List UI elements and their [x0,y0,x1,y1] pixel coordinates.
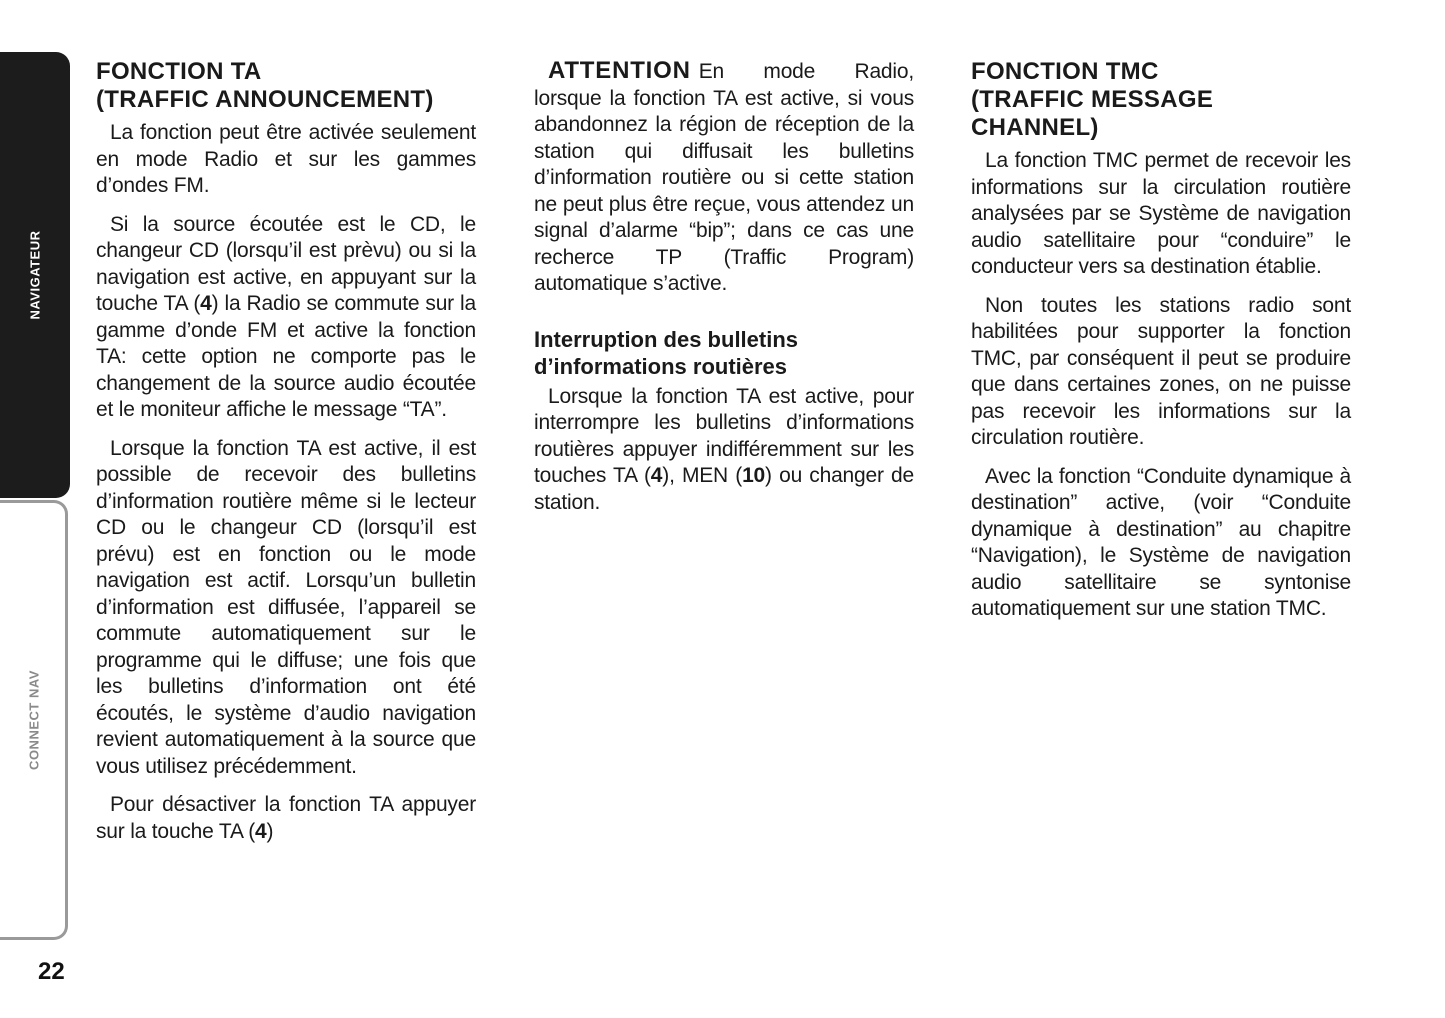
heading-line-2: (TRAFFIC MESSAGE [971,86,1214,113]
subheading-line-2: d’informations routières [534,353,788,379]
paragraph: La fonction TMC permet de recevoir les informations sur la circulation routière analysées par se Système de navigation audio satellitaire pour “conduire” le conducteur vers sa destination établie. [971,149,1351,278]
paragraph [534,384,914,517]
text-run: Si la source écoutée est le CD, le changeur CD (lorsqu’il est prèvu) ou si la navigation est active, en appuyant sur la touche TA ( [96,212,476,315]
attention-note [534,58,914,298]
text-run: ) ou changer de station. [534,464,914,514]
heading-line-2: (TRAFFIC ANNOUNCEMENT) [96,86,434,113]
heading-line-1: FONCTION TMC [971,58,1159,85]
section-tab-connect-nav-label: CONNECT NAV [26,670,42,770]
paragraph [96,212,476,424]
heading-line-1: FONCTION TA [96,58,262,85]
text-run: ) la Radio se commute sur la gamme d’onde FM et active la fonction TA: cette option ne comporte pas le changement de la source audio écoutée et le moniteur affiche le message “TA”. [96,292,476,421]
key-number: 4 [200,292,212,315]
text-run: ) [266,819,274,843]
text-run: Pour désactiver la fonction TA appuyer sur la touche TA ( [96,793,476,843]
section-tab-navigateur-label: NAVIGATEUR [27,230,43,320]
text-run: ), MEN ( [662,464,743,487]
key-number: 4 [650,464,663,487]
key-number: 4 [255,819,267,843]
text-run: Lorsque la fonction TA est active, pour interrompre les bulletins d’informations routières appuyer indifféremment sur les touches TA ( [534,384,914,487]
heading-line-3: CHANNEL) [971,114,1099,141]
attention-text: En mode Radio, lorsque la fonction TA est active, si vous abandonnez la région de réception de la station qui diffusait les bulletins d’information routière ou si cette station ne peut plus être reçue, vous attendez un signal d’alarme “bip”; dans ce cas une recherce TP (Traffic Program) automatique s’active. [534,60,914,295]
paragraph: Avec la fonction “Conduite dynamique à destination” active, (voir “Conduite dynamique à destination” au chapitre “Navigation), le Système de navigation audio satellitaire se syntonise automatiquement sur une station TMC. [971,464,1351,620]
paragraph: Non toutes les stations radio sont habilitées pour supporter la fonction TMC, par conséquent il peut se produire que dans certaines zones, on ne puisse pas recevoir les informations sur la circulation routière. [971,293,1351,449]
page-number: 22 [38,958,65,985]
column-1 [96,58,476,857]
column-3 [971,58,1351,635]
heading-fonction-ta [96,58,476,114]
subheading-interruption [534,326,914,380]
key-number: 10 [742,464,766,487]
paragraph: Lorsque la fonction TA est active, il est possible de recevoir des bulletins d’information routière même si le lecteur CD ou le changeur CD (lorsqu’il est prévu) est en fonction ou le mode navigation est actif. Lorsqu’un bulletin d’information est diffusée, l’appareil se commute automatiquement sur le programme qui le diffuse; une fois que les bulletins d’information ont été écoutés, le système d’audio navigation revient automatiquement à la source que vous utilisez précédemment. [96,436,476,778]
column-2 [534,58,914,528]
subheading-line-1: Interruption des bulletins [534,326,799,352]
heading-fonction-tmc [971,58,1351,142]
attention-label: ATTENTION [548,57,691,84]
paragraph: La fonction peut être activée seulement en mode Radio et sur les gammes d’ondes FM. [96,121,476,197]
paragraph [96,792,476,845]
